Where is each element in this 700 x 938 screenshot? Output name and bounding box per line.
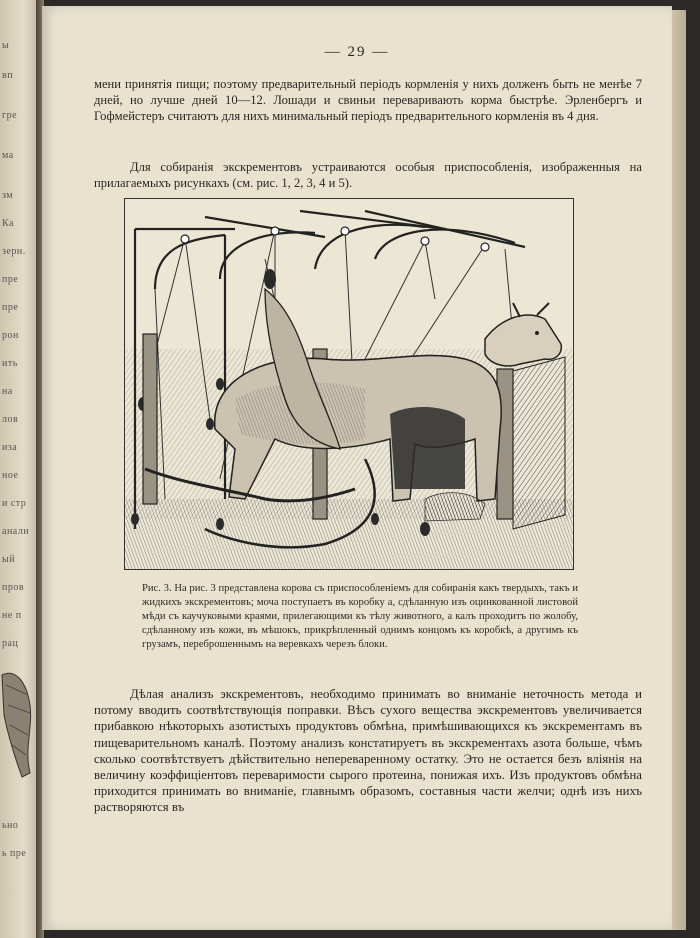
book-page xyxy=(42,6,672,930)
left-page-fragment: рон xyxy=(2,330,19,341)
previous-page-edge xyxy=(0,0,40,938)
left-page-fragment: ый xyxy=(2,554,16,565)
left-page-fragment: ы xyxy=(2,40,10,51)
left-page-fragment: ма xyxy=(2,150,14,161)
left-page-fragment: зерн. xyxy=(2,246,26,257)
left-page-fragment: анали xyxy=(2,526,30,537)
paragraph xyxy=(94,159,642,191)
left-page-fragment: на xyxy=(2,386,13,397)
paragraph-text: Для собиранія экскрементовъ устраиваются особыя приспособленія, изображенныя на прилагаемыхъ рисункахъ (см. рис. 1, 2, 3, 4 и 5). xyxy=(94,160,642,190)
page-number: — 29 — xyxy=(324,44,390,60)
caption-text: Рис. 3. На рис. 3 представлена корова съ приспособленіемъ для собиранія какъ твердыхъ, такъ и жидкихъ экскрементовъ; моча поступаетъ въ коробку а, сдѣланную изъ оцинкованной листовой мѣди съ каучуковыми краями, прилегающими къ тѣлу животного, а калъ проходитъ по жолобу, сдѣланному изъ кожи, въ мѣшокъ, прикрѣпленный однимъ концомъ къ коробкѣ, а другимъ къ грузамъ, переброшеннымъ на веревкахъ черезъ блоки. xyxy=(142,583,578,650)
left-page-fragment: гре xyxy=(2,110,18,121)
left-page-fragment: вп xyxy=(2,70,14,81)
left-page-fragment: ьно xyxy=(2,820,19,831)
left-page-fragment: и стр xyxy=(2,498,27,509)
left-page-fragment: ное xyxy=(2,470,19,481)
partial-illustration xyxy=(0,665,36,785)
left-page-fragment: не п xyxy=(2,610,22,621)
paragraph xyxy=(94,686,642,816)
left-page-fragment: пров xyxy=(2,582,25,593)
left-page-fragment: пре xyxy=(2,274,19,285)
left-page-fragment: ить xyxy=(2,358,18,369)
left-page-fragment: ь пре xyxy=(2,848,27,859)
paragraph-text: мени принятія пищи; поэтому предварительный періодъ кормленія у нихъ долженъ быть не менѣе 7 дней, но лучше дней 10—12. Лошади и свиньи переваривають корма быстрѣе. Эрленбергъ и Гофмейстеръ считаютъ для нихъ минимальный періодъ предварительного кормленія въ 4 дня. xyxy=(94,77,642,123)
left-page-fragment: зм xyxy=(2,190,14,201)
figure-caption xyxy=(142,582,578,652)
cow-illustration xyxy=(125,199,573,569)
left-page-fragment: пре xyxy=(2,302,19,313)
left-page-fragment: Ка xyxy=(2,218,14,229)
left-page-fragment: рац xyxy=(2,638,19,649)
left-page-fragment: лов xyxy=(2,414,19,425)
left-page-fragment: иза xyxy=(2,442,18,453)
paragraph-text: Дѣлая анализъ экскрементовъ, необходимо принимать во вниманіе неточность метода и потому вводить соотвѣтствующія поправки. Вѣсъ сухого вещества экскрементовъ увеличивается прибавкою нѣкоторыхъ азотистыхъ продуктовъ обмѣна, примѣшивающихся къ экскрементамъ въ пищеварительномъ каналѣ. Поэтому анализъ констатируетъ въ экскрементахъ азота больше, чѣмъ сколько соотвѣтствуетъ дѣйствительно непереваренному остатку. Это не остается безъ вліянія на величину коэффиціентовъ переваримости сырого протеина, понижая ихъ. Изъ продуктовъ обмѣна приходится принимать во вниманіе, главнымъ образомъ, составныя части желчи; однѣ изъ нихъ растворяются въ xyxy=(94,687,642,815)
figure-cow-apparatus xyxy=(124,198,574,570)
paragraph xyxy=(94,76,642,124)
